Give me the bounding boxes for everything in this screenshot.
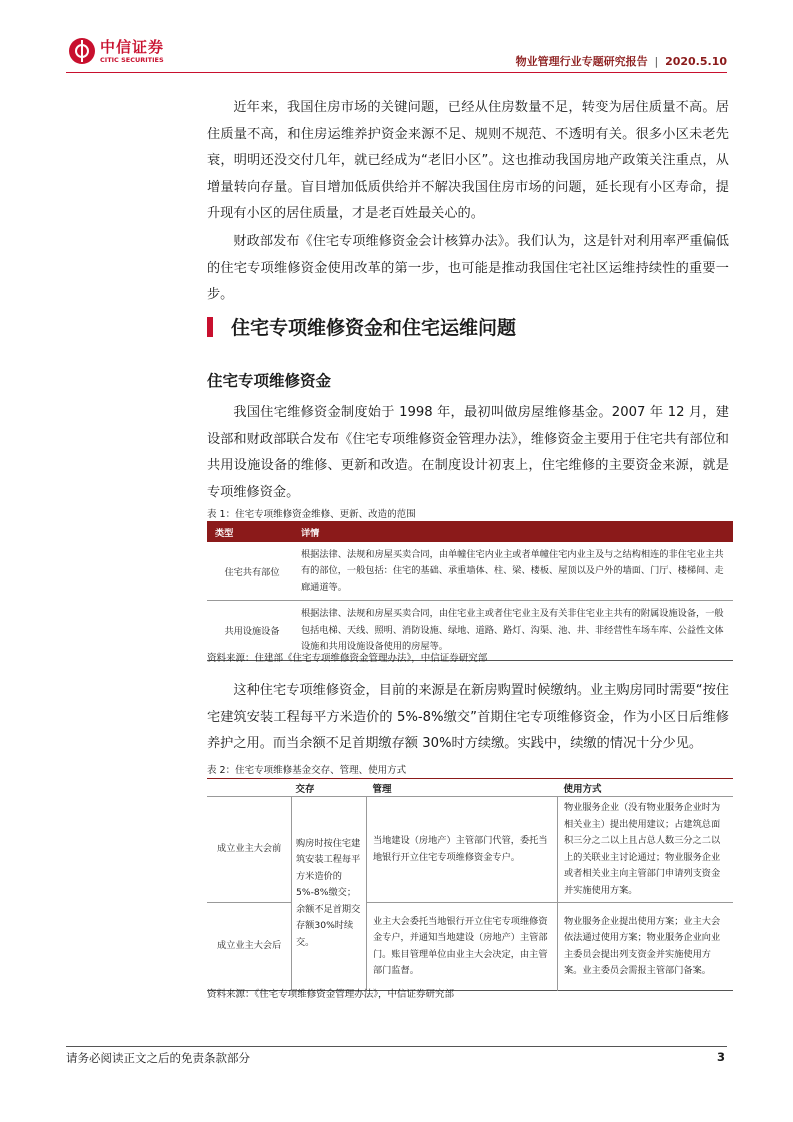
table2-mgmt-cell: 业主大会委托当地银行开立住宅专项维修资金专户，并通知当地建设（房地产）主管部门。账目管理单位由业主大会决定，由主管部门监督。	[367, 903, 558, 991]
subsection-heading: 住宅专项维修资金	[207, 372, 332, 390]
section-heading-text: 住宅专项维修资金和住宅运维问题	[231, 317, 517, 339]
table1-source: 资料来源：住建部《住宅专项维修资金管理办法》，中信证券研究部	[207, 653, 488, 664]
table2-col-store: 交存	[295, 783, 315, 795]
report-date: 2020.5.10	[665, 55, 727, 68]
header-separator: |	[654, 55, 659, 68]
table2-header-row	[207, 779, 733, 797]
table1-col-type: 类型	[215, 527, 234, 539]
header-divider	[66, 72, 727, 73]
table1-header-row	[207, 522, 733, 542]
table2-store-cell: 购房时按住宅建筑安装工程每平方米造价的5%-8%缴交；余额不足首期交存额30%时续交。	[292, 797, 367, 991]
table2-stage-cell: 成立业主大会前	[207, 797, 292, 903]
table2-caption: 表 2：住宅专项维修基金交存、管理、使用方式	[207, 765, 407, 776]
report-title: 物业管理行业专题研究报告	[515, 55, 648, 68]
table-row	[207, 903, 733, 991]
table2-use-cell: 物业服务企业（没有物业服务企业时为相关业主）提出使用建议；占建筑总面积三分之二以上且占总人数三分之二以上的关联业主讨论通过；物业服务企业或者相关业主向主管部门申请列支资金并实施使用方案。	[558, 797, 734, 903]
table1	[207, 521, 733, 661]
table2	[207, 778, 733, 991]
table2-col-mgmt: 管理	[372, 783, 392, 795]
table2-stage-cell: 成立业主大会后	[217, 940, 282, 952]
paragraph-policy: 财政部发布《住宅专项维修资金会计核算办法》。我们认为，这是针对利用率严重偏低的住宅专项维修资金使用改革的第一步，也可能是推动我国住宅社区运维持续性的重要一步。	[207, 234, 729, 302]
section-heading	[207, 313, 516, 340]
table1-detail-cell: 根据法律、法规和房屋买卖合同，由单幢住宅内业主或者单幢住宅内业主及与之结构相连的非住宅业主共有的部位，一般包括：住宅的基础、承重墙体、柱、梁、楼板、屋顶以及户外的墙面、门厅、楼梯间、走廊通道等。	[301, 548, 724, 593]
table-row	[207, 797, 733, 903]
logo-en-text: CITIC SECURITIES	[100, 55, 164, 64]
table1-col-detail: 详情	[301, 527, 320, 539]
paragraph-history: 我国住宅维修资金制度始于 1998 年，最初叫做房屋维修基金。2007 年 12 月，建设部和财政部联合发布《住宅专项维修资金管理办法》，维修资金主要用于住宅共有部位和共用设施设备的维修、更新和改造。在制度设计初衷上，住宅维修的主要资金来源，就是专项维修资金。	[207, 405, 729, 500]
report-header	[516, 53, 727, 69]
table2-source: 资料来源：《住宅专项维修资金管理办法》，中信证券研究部	[207, 989, 455, 1000]
citic-logo-icon	[69, 38, 95, 64]
table2-col-stage	[207, 779, 292, 797]
page-number: 3	[716, 1050, 725, 1064]
footer-disclaimer: 请务必阅读正文之后的免责条款部分	[66, 1051, 250, 1065]
table1-type-cell: 共用设施设备	[224, 626, 280, 638]
table1-type-cell: 住宅共有部位	[224, 566, 280, 578]
table2-col-use: 使用方式	[563, 783, 602, 795]
table1-detail-cell: 根据法律、法规和房屋买卖合同，由住宅业主或者住宅业主及有关非住宅业主共有的附属设施设备，一般包括电梯、天线、照明、消防设施、绿地、道路、路灯、沟渠、池、井、非经营性车场车库、公益性文体设施和共用设施设备使用的房屋等。	[301, 608, 724, 652]
table-row	[207, 542, 733, 601]
paragraph-funding: 这种住宅专项维修资金，目前的来源是在新房购置时候缴纳。业主购房同时需要“按住宅建筑安装工程每平方米造价的 5%-8%缴交”首期住宅专项维修资金，作为小区日后维修养护之用。而当余额不足首期缴存额 30%时方续缴。实践中，续缴的情况十分少见。	[207, 683, 729, 751]
table2-mgmt-cell: 当地建设（房地产）主管部门代管，委托当地银行开立住宅专项维修资金专户。	[367, 797, 558, 903]
table2-use-cell: 物业服务企业提出使用方案；业主大会依法通过使用方案；物业服务企业向业主委员会提出列支资金并实施使用方案。业主委员会需报主管部门备案。	[558, 903, 734, 991]
paragraph-intro: 近年来，我国住房市场的关键问题，已经从住房数量不足，转变为居住质量不高。居住质量不高，和住房运维养护资金来源不足、规则不规范、不透明有关。很多小区未老先衰，明明还没交付几年，就已经成为“老旧小区”。这也推动我国房地产政策关注重点，从增量转向存量。盲目增加低质供给并不解决我国住房市场的问题，延长现有小区寿命，提升现有小区的居住质量，才是老百姓最关心的。	[207, 100, 729, 221]
footer-divider	[66, 1046, 727, 1047]
heading-accent-bar	[207, 317, 213, 337]
citic-logo	[69, 38, 164, 64]
table1-caption: 表 1：住宅专项维修资金维修、更新、改造的范围	[207, 509, 416, 520]
logo-cn-text: 中信证券	[100, 37, 165, 56]
